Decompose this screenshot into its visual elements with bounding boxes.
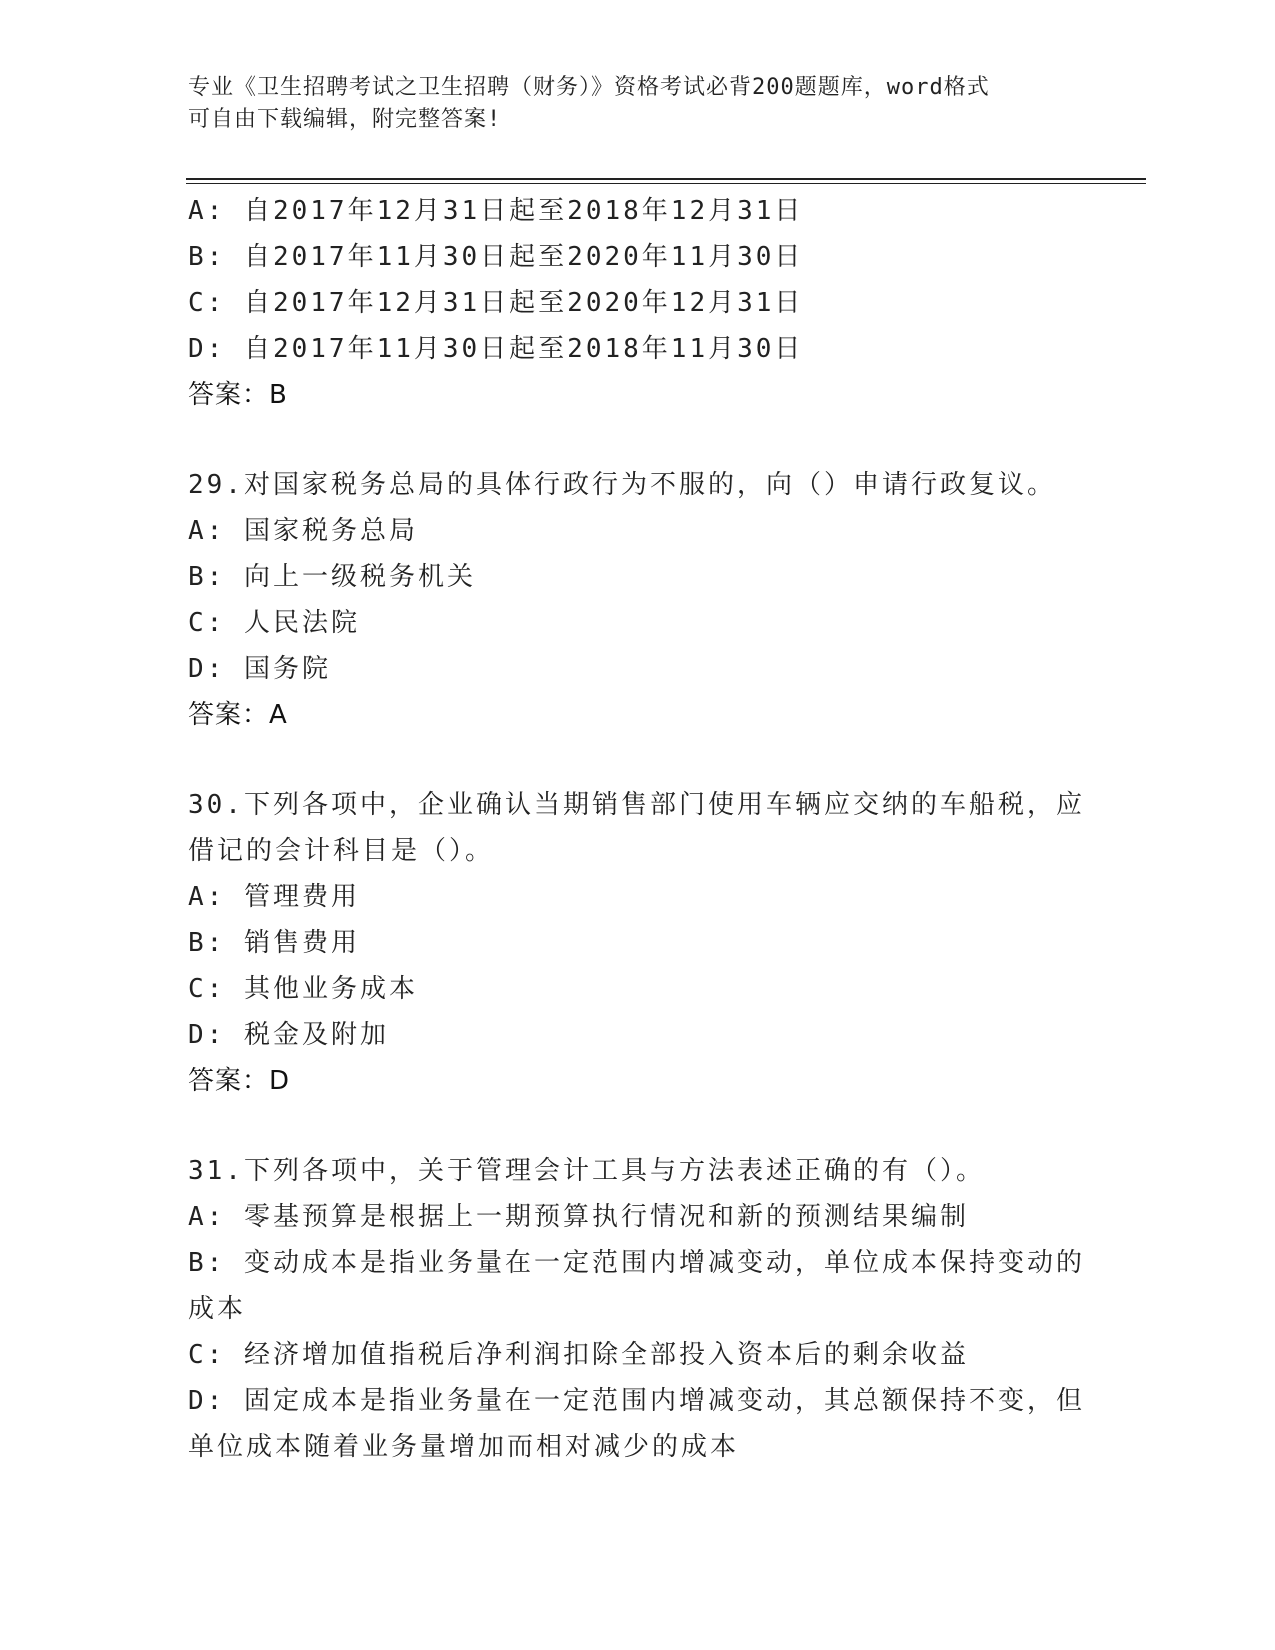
option-d: D: 国务院 [188, 654, 331, 684]
option-b-line-2: 成本 [188, 1294, 247, 1324]
option-c: C: 人民法院 [188, 608, 360, 638]
option-c: C: 其他业务成本 [188, 974, 418, 1004]
question-text: 29.对国家税务总局的具体行政行为不服的，向（）申请行政复议。 [188, 470, 1056, 500]
spacer [188, 418, 1068, 462]
header-rule-thick [186, 178, 1146, 180]
option-b-line-1: B: 变动成本是指业务量在一定范围内增减变动，单位成本保持变动的 [188, 1248, 1085, 1278]
option-d-line-1: D: 固定成本是指业务量在一定范围内增减变动，其总额保持不变，但 [188, 1386, 1085, 1416]
option-a: A: 零基预算是根据上一期预算执行情况和新的预测结果编制 [188, 1202, 969, 1232]
question-28 [188, 188, 1068, 418]
option-b: B: 销售费用 [188, 928, 360, 958]
option-d: D: 税金及附加 [188, 1020, 389, 1050]
question-30 [188, 782, 1085, 1104]
document-header [188, 72, 1068, 136]
header-rule-thin [186, 183, 1146, 184]
spacer [188, 1104, 1068, 1148]
option-c: C: 自2017年12月31日起至2020年12月31日 [188, 288, 804, 318]
option-a: A: 管理费用 [188, 882, 360, 912]
option-a: A: 自2017年12月31日起至2018年12月31日 [188, 196, 804, 226]
option-b: B: 自2017年11月30日起至2020年11月30日 [188, 242, 804, 272]
option-c: C: 经济增加值指税后净利润扣除全部投入资本后的剩余收益 [188, 1340, 969, 1370]
question-text-line-1: 30.下列各项中，企业确认当期销售部门使用车辆应交纳的车船税，应 [188, 790, 1085, 820]
answer-label: 答案：A [188, 700, 288, 730]
question-text: 31.下列各项中，关于管理会计工具与方法表述正确的有（）。 [188, 1156, 985, 1186]
header-line-1: 专业《卫生招聘考试之卫生招聘（财务）》资格考试必背200题题库，word格式 [188, 75, 990, 100]
option-d: D: 自2017年11月30日起至2018年11月30日 [188, 334, 804, 364]
spacer [188, 738, 1068, 782]
option-d-line-2: 单位成本随着业务量增加而相对减少的成本 [188, 1432, 740, 1462]
answer-label: 答案：D [188, 1066, 291, 1096]
header-line-2: 可自由下载编辑，附完整答案! [188, 107, 502, 132]
question-29 [188, 462, 1068, 738]
question-31 [188, 1148, 1085, 1470]
option-a: A: 国家税务总局 [188, 516, 418, 546]
answer-label: 答案：B [188, 380, 288, 410]
question-list [188, 188, 1085, 1470]
question-text-line-2: 借记的会计科目是（）。 [188, 836, 495, 866]
option-b: B: 向上一级税务机关 [188, 562, 476, 592]
